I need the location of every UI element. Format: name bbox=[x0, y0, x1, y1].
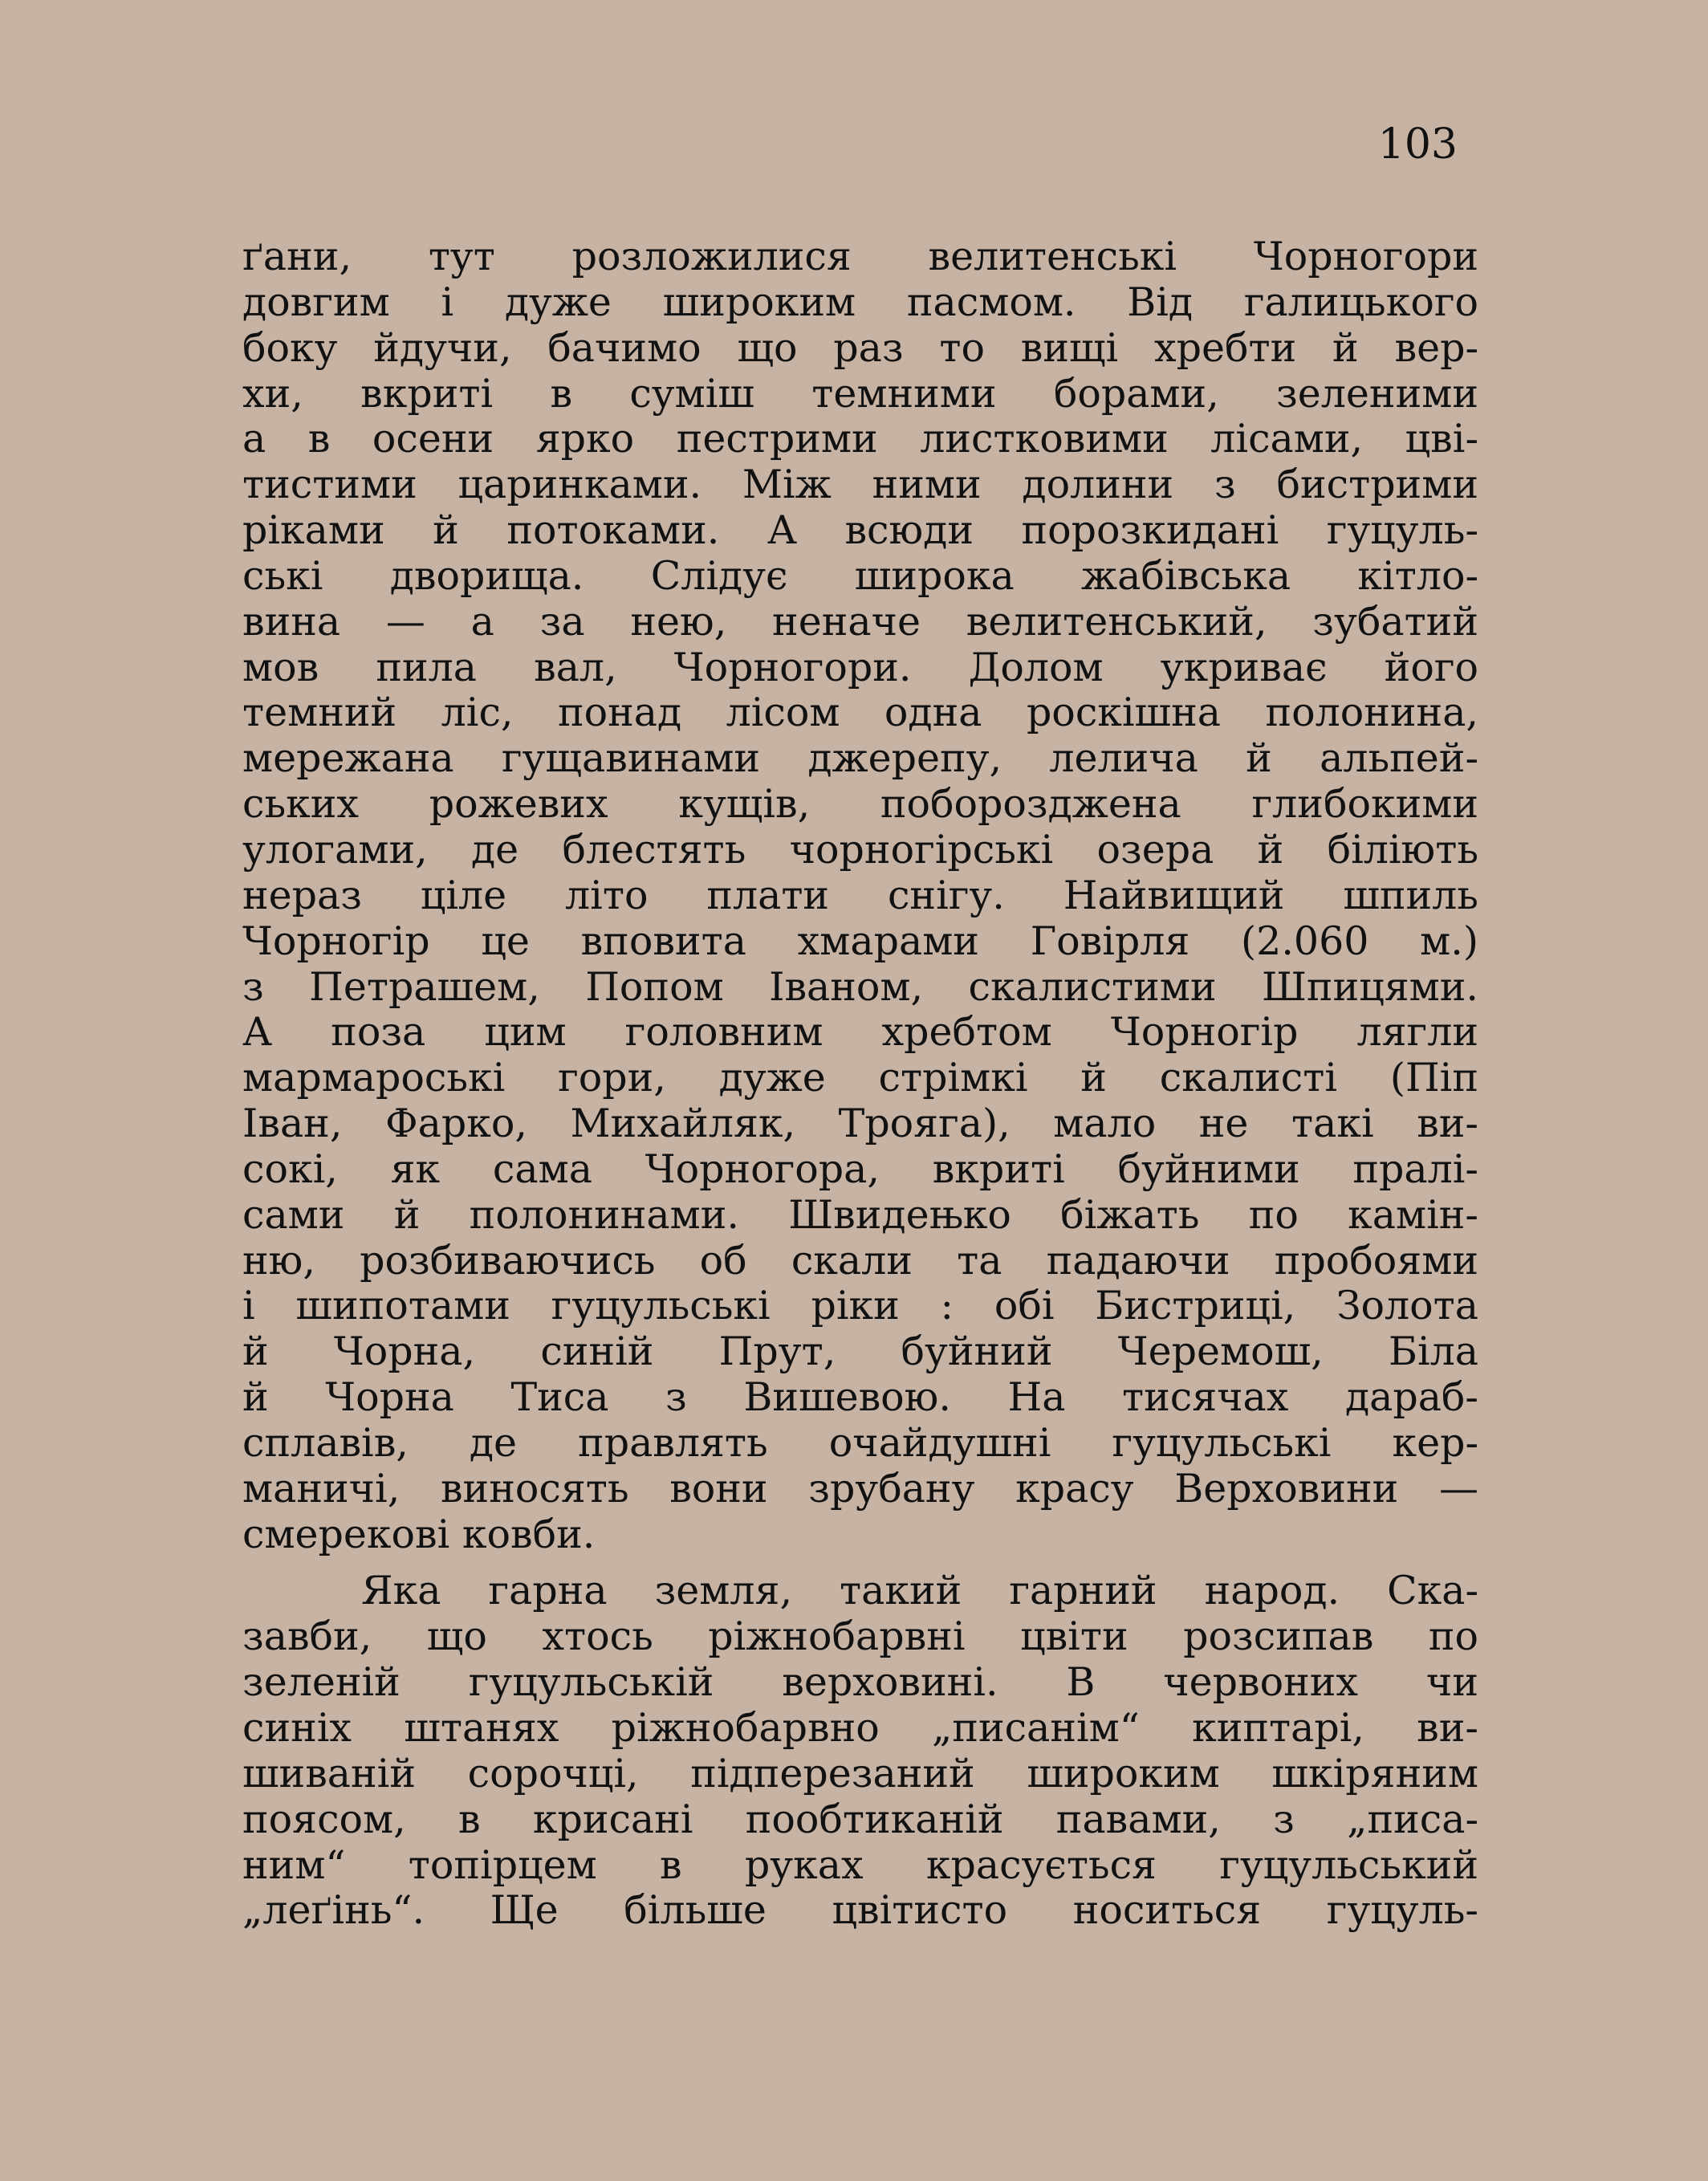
paragraph bbox=[242, 234, 1478, 1557]
text-line: сплавів, де правлять очайдушні гуцульські кер- bbox=[242, 1420, 1478, 1466]
text-line: сами й полонинами. Швидењко біжать по камін- bbox=[242, 1192, 1478, 1238]
text-line: ські дворища. Слідує широка жабівська кітло- bbox=[242, 553, 1478, 599]
text-line: ню, розбиваючись об скали та падаючи пробоями bbox=[242, 1238, 1478, 1284]
text-line: з Петрашем, Попом Іваном, скалистими Шпицями. bbox=[242, 964, 1478, 1010]
text-line: Яка гарна земля, такий гарний народ. Ска- bbox=[361, 1569, 1478, 1614]
text-line: мережана гущавинами джерепу, лелича й альпей- bbox=[242, 736, 1478, 782]
text-line: А поза цим головним хребтом Чорногір лягли bbox=[242, 1010, 1478, 1056]
text-line: ним“ топірцем в руках красується гуцульський bbox=[242, 1842, 1478, 1888]
text-line: і шипотами гуцульські ріки : обі Бистриці, Золота bbox=[242, 1284, 1478, 1329]
paragraph bbox=[242, 1569, 1478, 1934]
text-line: зеленій гуцульській верховині. В червоних чи bbox=[242, 1660, 1478, 1706]
text-line: завби, що хтось ріжнобарвні цвіти розсипав по bbox=[242, 1614, 1478, 1660]
text-line: вина — а за нею, неначе велитенський, зубатий bbox=[242, 599, 1478, 645]
text-line: тистими царинками. Між ними долини з бистрими bbox=[242, 462, 1478, 508]
text-line: Іван, Фарко, Михайляк, Трояга), мало не такі ви- bbox=[242, 1101, 1478, 1147]
text-line: ських рожевих кущів, поборозджена глибокими bbox=[242, 782, 1478, 828]
page-number: 103 bbox=[1377, 120, 1458, 169]
paragraph-gap bbox=[242, 1557, 1478, 1569]
text-line: поясом, в крисані пообтиканій павами, з „писа- bbox=[242, 1796, 1478, 1842]
text-line: сокі, як сама Чорногора, вкриті буйними пралі- bbox=[242, 1146, 1478, 1192]
text-line: синіх штанях ріжнобарвно „писанім“ киптарі, ви- bbox=[242, 1706, 1478, 1751]
text-line: мов пила вал, Чорногори. Долом укриває його bbox=[242, 645, 1478, 690]
text-line: ґани, тут розложилися велитенські Чорногори bbox=[242, 234, 1478, 279]
text-line: а в осени ярко пестрими листковими лісами, цві- bbox=[242, 417, 1478, 462]
text-line: мармароські гори, дуже стрімкі й скалисті (Піп bbox=[242, 1056, 1478, 1101]
text-line: довгим і дуже широким пасмом. Від галицького bbox=[242, 279, 1478, 325]
text-line: боку йдучи, бачимо що раз то вищі хребти й вер- bbox=[242, 325, 1478, 371]
text-line: й Чорна, синій Прут, буйний Черемош, Біла bbox=[242, 1329, 1478, 1375]
text-line: смерекові ковби. bbox=[242, 1512, 596, 1557]
text-line: шиваній сорочці, підперезаний широким шкіряним bbox=[242, 1751, 1478, 1796]
text-line: ріками й потоками. А всюди порозкидані гуцуль- bbox=[242, 508, 1478, 554]
body-text bbox=[242, 234, 1478, 1934]
text-line: улогами, де блестять чорногірські озера й біліють bbox=[242, 827, 1478, 873]
text-line: хи, вкриті в суміш темними борами, зеленими bbox=[242, 371, 1478, 417]
text-line: маничі, виносять вони зрубану красу Верховини — bbox=[242, 1466, 1478, 1512]
text-line: темний ліс, понад лісом одна роскішна полонина, bbox=[242, 690, 1478, 736]
text-line: й Чорна Тиса з Вишевою. На тисячах дараб- bbox=[242, 1375, 1478, 1421]
text-line: „леґінь“. Ще більше цвітисто носиться гуцуль- bbox=[242, 1888, 1478, 1934]
text-line: нераз ціле літо плати снігу. Найвищий шпиль bbox=[242, 873, 1478, 918]
text-line: Чорногір це вповита хмарами Говірля (2.060 м.) bbox=[242, 918, 1478, 964]
